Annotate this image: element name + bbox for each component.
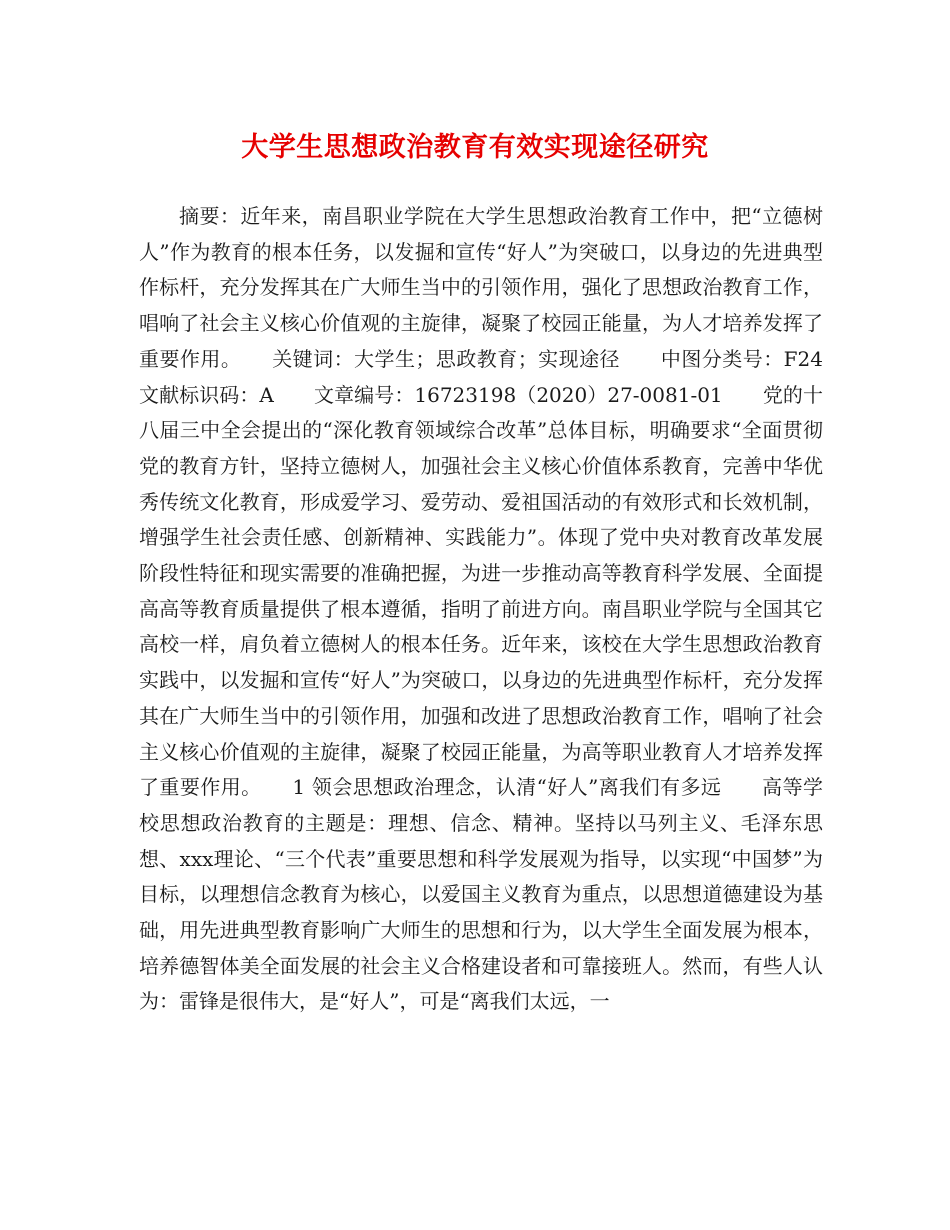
document-title: 大学生思想政治教育有效实现途径研究 xyxy=(241,132,709,163)
document-body: 摘要：近年来，南昌职业学院在大学生思想政治教育工作中，把“立德树人”作为教育的根本任务，以发掘和宣传“好人”为突破口，以身边的先进典型作标杆，充分发挥其在广大师生当中的引领作用，强化了思想政治教育工作，唱响了社会主义核心价值观的主旋律，凝聚了校园正能量，为人才培养发挥了重要作用。 关键词：大学生；思政教育；实现途径 中图分类号：F24 文献标识码：A 文章编号：16723198（2020）27-0081-01 党的十八届三中全会提出的“深化教育领域综合改革”总体目标，明确要求“全面贯彻党的教育方针，坚持立德树人，加强社会主义核心价值体系教育，完善中华优秀传统文化教育，形成爱学习、爱劳动、爱祖国活动的有效形式和长效机制，增强学生社会责任感、创新精神、实践能力”。体现了党中央对教育改革发展阶段性特征和现实需要的准确把握，为进一步推动高等教育科学发展、全面提高高等教育质量提供了根本遵循，指明了前进方向。南昌职业学院与全国其它高校一样，肩负着立德树人的根本任务。近年来，该校在大学生思想政治教育实践中，以发掘和宣传“好人”为突破口，以身边的先进典型作标杆，充分发挥其在广大师生当中的引领作用，加强和改进了思想政治教育工作，唱响了社会主义核心价值观的主旋律，凝聚了校园正能量，为高等职业教育人才培养发挥了重要作用。 1 领会思想政治理念，认清“好人”离我们有多远 高等学校思想政治教育的主题是：理想、信念、精神。坚持以马列主义、毛泽东思想、xxx理论、“三个代表”重要思想和科学发展观为指导，以实现“中国梦”为目标，以理想信念教育为核心，以爱国主义教育为重点，以思想道德建设为基础，用先进典型教育影响广大师生的思想和行为，以大学生全面发展为根本，培养德智体美全面发展的社会主义合格建设者和可靠接班人。然而，有些人认为：雷锋是很伟大，是“好人”，可是“离我们太远，一 xyxy=(139,204,863,1014)
